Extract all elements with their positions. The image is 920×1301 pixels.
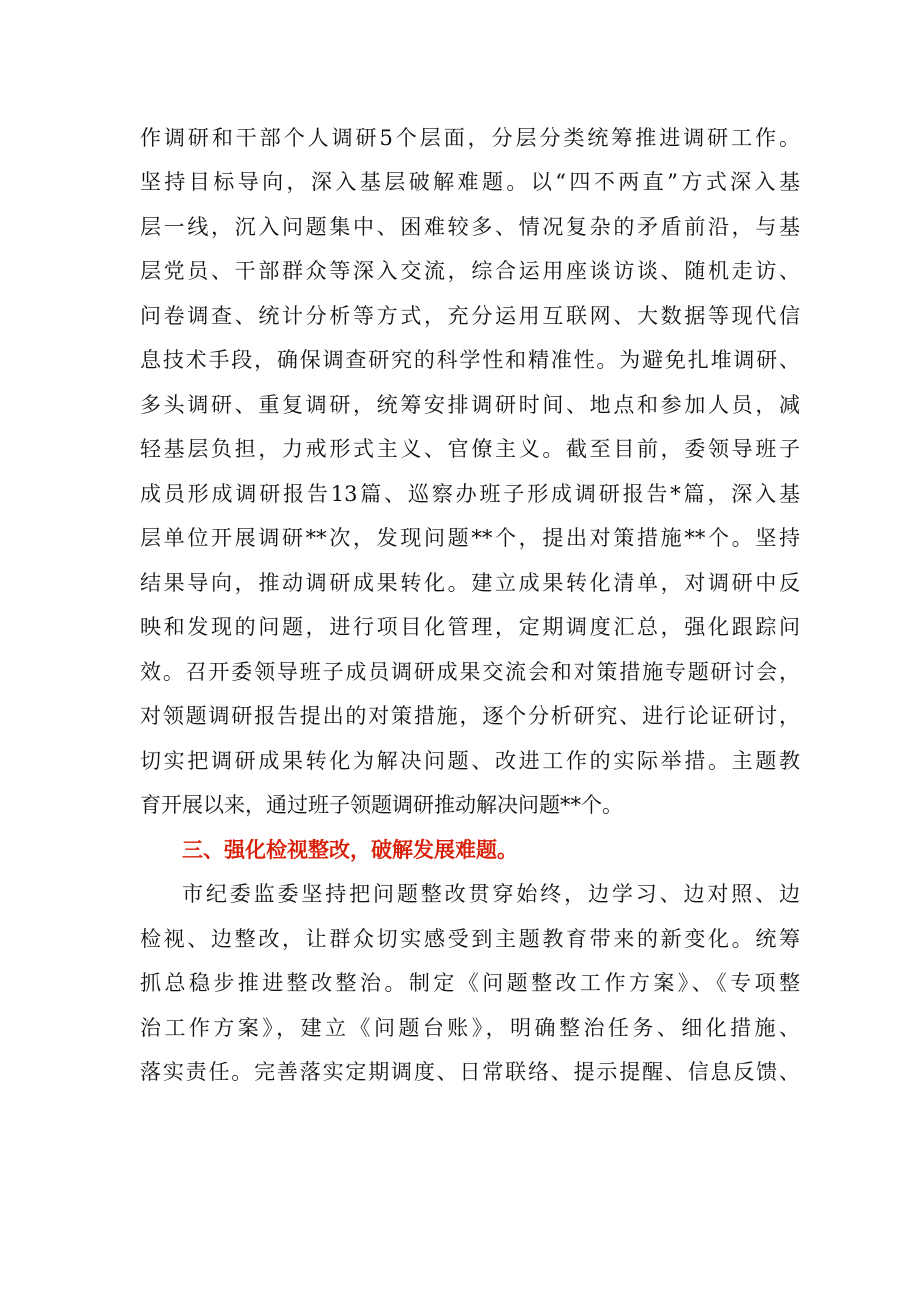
text-line: 作调研和干部个人调研5个层面，分层分类统筹推进调研工作。: [140, 126, 800, 150]
text-line: 对领题调研报告提出的对策措施，逐个分析研究、进行论证研讨，: [140, 704, 800, 728]
text-line: 结果导向，推动调研成果转化。建立成果转化清单，对调研中反: [140, 571, 800, 595]
text-line: 轻基层负担，力戒形式主义、官僚主义。截至目前，委领导班子: [140, 437, 800, 461]
text-line: 息技术手段，确保调查研究的科学性和精准性。为避免扎堆调研、: [140, 348, 800, 372]
text-line: 检视、边整改，让群众切实感受到主题教育带来的新变化。统筹: [140, 927, 800, 951]
section-heading: 三、强化检视整改，破解发展难题。: [182, 838, 518, 862]
text-line: 问卷调查、统计分析等方式，充分运用互联网、大数据等现代信: [140, 304, 800, 328]
text-line: 层党员、干部群众等深入交流，综合运用座谈访谈、随机走访、: [140, 259, 800, 283]
text-line: 成员形成调研报告13篇、巡察办班子形成调研报告*篇，深入基: [140, 482, 800, 506]
text-line: 切实把调研成果转化为解决问题、改进工作的实际举措。主题教: [140, 749, 800, 773]
text-line: 落实责任。完善落实定期调度、日常联络、提示提醒、信息反馈、: [140, 1060, 800, 1084]
text-line: 映和发现的问题，进行项目化管理，定期调度汇总，强化跟踪问: [140, 615, 800, 639]
text-line: 层一线，沉入问题集中、困难较多、情况复杂的矛盾前沿，与基: [140, 215, 800, 239]
text-line: 抓总稳步推进整改整治。制定《问题整改工作方案》、《专项整: [140, 971, 800, 995]
text-line: 效。召开委领导班子成员调研成果交流会和对策措施专题研讨会，: [140, 660, 800, 684]
text-line: 市纪委监委坚持把问题整改贯穿始终，边学习、边对照、边: [182, 882, 800, 906]
text-line: 坚持目标导向，深入基层破解难题。以“四不两直”方式深入基: [140, 170, 800, 194]
text-line: 层单位开展调研**次，发现问题**个，提出对策措施**个。坚持: [140, 526, 800, 550]
text-line: 育开展以来，通过班子领题调研推动解决问题**个。: [140, 793, 623, 817]
text-line: 治工作方案》，建立《问题台账》，明确整治任务、细化措施、: [140, 1016, 800, 1040]
text-line: 多头调研、重复调研，统筹安排调研时间、地点和参加人员，减: [140, 393, 800, 417]
